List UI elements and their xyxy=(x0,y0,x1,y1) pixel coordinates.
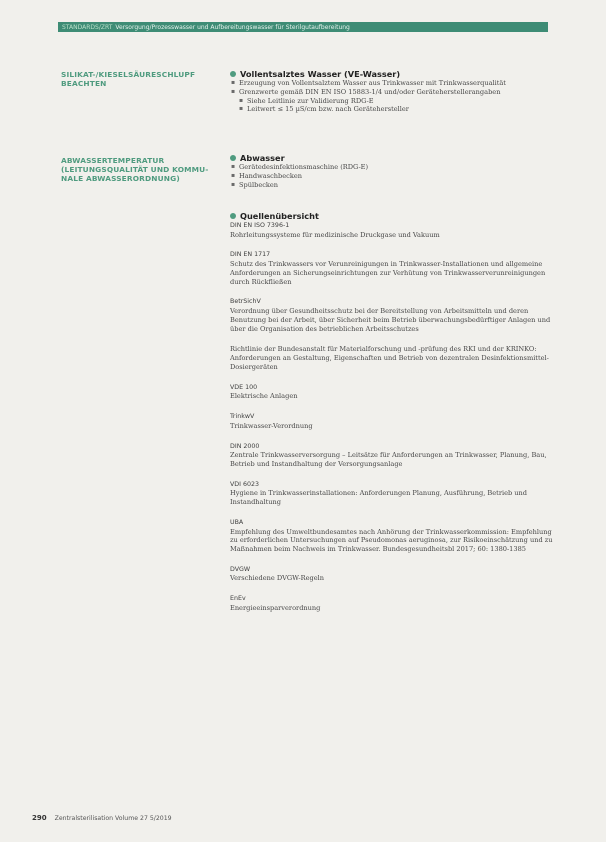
header-bar xyxy=(58,22,548,32)
sub-list-item: ▪ Leitwert ≤ 15 µS/cm bzw. nach Gerätehersteller xyxy=(230,105,560,114)
section-ve-wasser xyxy=(230,69,560,114)
heading-silikat: SILIKAT-/KIESELSÄURESCHLUPF BEACHTEN xyxy=(61,70,196,88)
source-entry xyxy=(230,481,560,507)
source-text: Verordnung über Gesundheitsschutz bei der Bereitstellung von Arbeitsmitteln und deren Benutzung bei der Arbeit, über Sicherheit beim Betrieb überwachungsbedürftiger Anlagen und über die Organisation des betrieblichen Arbeitsschutzes xyxy=(230,306,551,333)
source-title: TrinkwV xyxy=(230,413,255,421)
section-title xyxy=(230,153,560,163)
source-entry xyxy=(230,595,560,612)
heading-line: NALE ABWASSERORDNUNG) xyxy=(61,174,180,183)
section-title-text: Vollentsalztes Wasser (VE-Wasser) xyxy=(240,69,401,79)
source-text: Verschiedene DVGW-Regeln xyxy=(230,574,324,583)
source-entry xyxy=(230,519,560,554)
source-entry xyxy=(230,251,560,286)
list-item: ▪ Erzeugung von Vollentsalztem Wasser aus Trinkwasser mit Trinkwasserqualität xyxy=(230,79,560,88)
page-number: 290 xyxy=(32,814,47,822)
header-title: Versorgung/Prozesswasser und Aufbereitungswasser für Sterilgutaufbereitung xyxy=(115,23,350,31)
source-entry xyxy=(230,222,560,239)
list-item: ▪ Handwaschbecken xyxy=(230,172,560,181)
source-text: Hygiene in Trinkwasserinstallationen: Anforderungen Planung, Ausführung, Betrieb und Instandhaltung xyxy=(230,489,528,507)
sub-list-item: ▪ Siehe Leitlinie zur Validierung RDG-E xyxy=(230,97,560,106)
list-item: ▪ Grenzwerte gemäß DIN EN ISO 15883-1/4 und/oder Geräteherstellerangaben xyxy=(230,88,560,97)
section-quellen xyxy=(230,211,560,625)
source-title: EnEv xyxy=(230,595,246,603)
source-title: DVGW xyxy=(230,565,251,573)
page-footer xyxy=(32,814,172,822)
source-text: Energieeinsparverordnung xyxy=(230,603,321,612)
section-title xyxy=(230,69,560,79)
journal-name: Zentralsterilisation Volume 27 5/2019 xyxy=(54,815,172,822)
source-entry xyxy=(230,384,560,401)
source-text: Rohrleitungssysteme für medizinische Druckgase und Vakuum xyxy=(230,230,440,239)
source-title: DIN EN ISO 7396-1 xyxy=(230,222,290,229)
heading-line: (LEITUNGSQUALITÄT UND KOMMU- xyxy=(61,165,209,174)
section-title-text: Abwasser xyxy=(240,153,285,163)
list-item: ▪ Spülbecken xyxy=(230,181,560,190)
source-text: Elektrische Anlagen xyxy=(230,392,298,401)
header-section: STANDARDS/ZRT xyxy=(62,23,113,31)
section-abwasser xyxy=(230,153,560,189)
list-item: ▪ Gerätedesinfektionsmaschine (RDG-E) xyxy=(230,163,560,172)
source-text: Zentrale Trinkwasserversorgung – Leitsätze für Anforderungen an Trinkwasser, Planung, Bau, Betrieb und Instandhaltung der Versorgungsanlage xyxy=(230,451,547,468)
source-title: VDE 100 xyxy=(230,383,258,391)
source-title: DIN 2000 xyxy=(230,442,260,450)
source-title: BetrSichV xyxy=(230,298,261,306)
bullet-dot-icon xyxy=(230,213,236,219)
source-entry xyxy=(230,298,560,333)
bullet-dot-icon xyxy=(230,155,236,161)
source-entry xyxy=(230,443,560,469)
source-entry xyxy=(230,345,560,371)
section-title xyxy=(230,211,560,221)
source-text: Richtlinie der Bundesanstalt für Materialforschung und -prüfung des RKI und der KRINKO: Anforderungen an Gestaltung, Eigenschaften und Betrieb von dezentralen Desinfektionsmittel-Dosiergeräten xyxy=(230,345,549,371)
source-list xyxy=(230,222,560,613)
source-text: Empfehlung des Umweltbundesamtes nach Anhörung der Trinkwasserkommission: Empfehlung zu erforderlichen Untersuchungen auf Pseudomonas aeruginosa, zur Risikoeinschätzung und zu Maßnahmen beim Nachweis im Trinkwasser. Bundesgesundheitsbl 2017; 60: 1380-1385 xyxy=(230,527,553,554)
source-title: DIN EN 1717 xyxy=(230,251,271,259)
source-text: Schutz des Trinkwassers vor Verunreinigungen in Trinkwasser-Installationen und allgemeine Anforderungen an Sicherungseinrichtungen zur Verhütung von Trinkwasserverunreinigungen durch Rückfließen xyxy=(230,259,546,286)
source-text: Trinkwasser-Verordnung xyxy=(230,421,313,430)
source-entry xyxy=(230,413,560,430)
section-title-text: Quellenübersicht xyxy=(240,211,319,221)
source-title: UBA xyxy=(230,518,244,526)
bullet-dot-icon xyxy=(230,71,236,77)
heading-abwassertemperatur xyxy=(61,156,221,183)
heading-line: ABWASSERTEMPERATUR xyxy=(61,156,165,165)
source-entry xyxy=(230,566,560,583)
source-title: VDI 6023 xyxy=(230,480,260,488)
